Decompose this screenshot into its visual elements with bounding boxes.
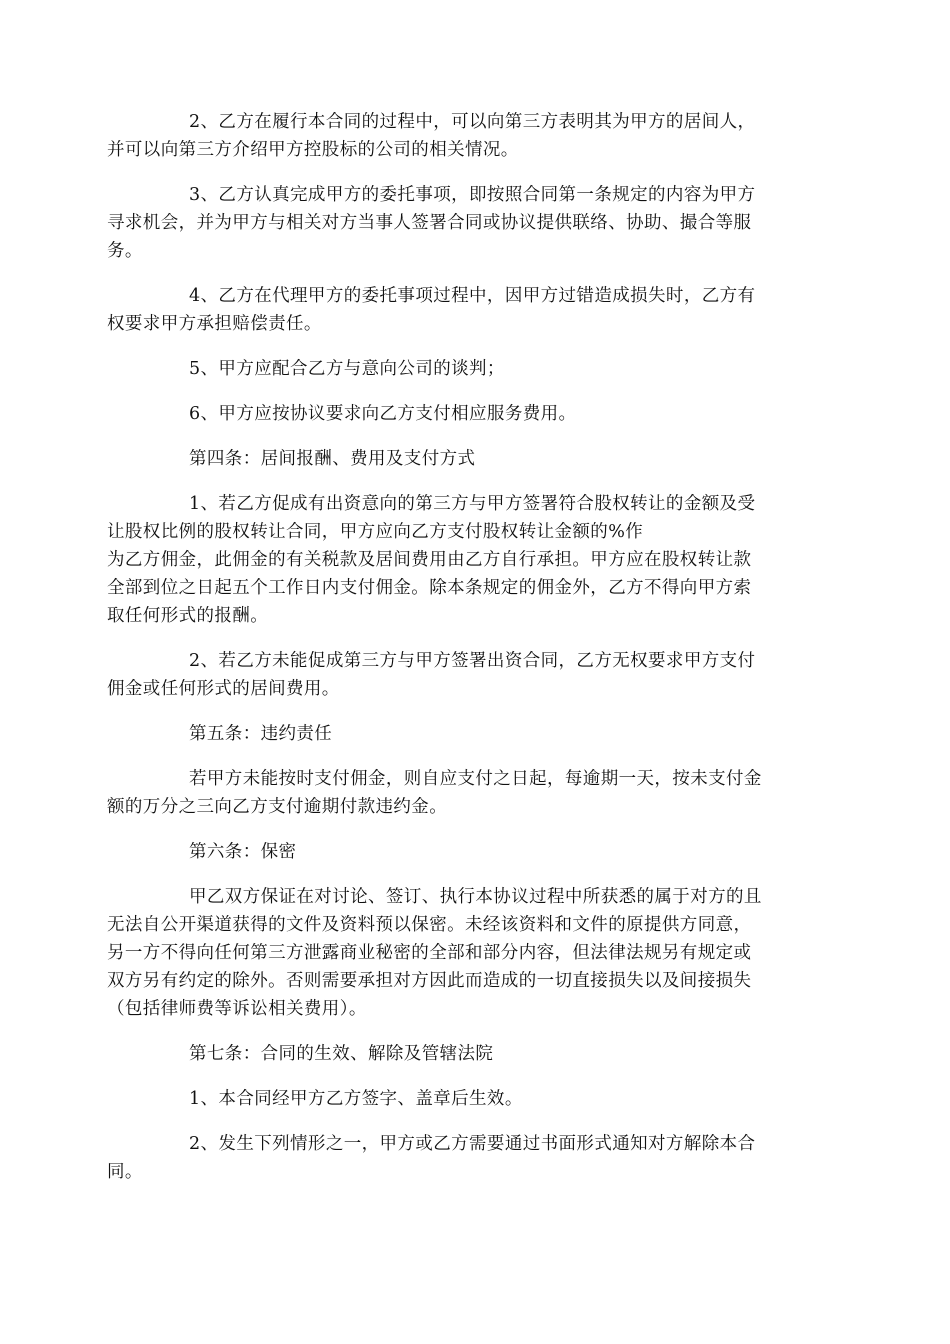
paragraph-line: 第四条：居间报酬、费用及支付方式 (189, 449, 476, 469)
paragraph (107, 181, 847, 265)
paragraph-line: 并可以向第三方介绍甲方控股标的公司的相关情况。 (107, 140, 519, 160)
paragraph-line: 同。 (107, 1162, 143, 1182)
paragraph-line: 1、本合同经甲方乙方签字、盖章后生效。 (189, 1089, 523, 1109)
paragraph-line: （包括律师费等诉讼相关费用）。 (107, 999, 367, 1019)
paragraph-line: 第七条：合同的生效、解除及管辖法院 (189, 1044, 494, 1064)
paragraph-line: 第五条：违约责任 (189, 724, 333, 744)
paragraph-line: 取任何形式的报酬。 (107, 606, 269, 626)
paragraph-line: 寻求机会，并为甲方与相关对方当事人签署合同或协议提供联络、协助、撮合等服 (107, 213, 752, 233)
paragraph (107, 108, 847, 164)
paragraph (107, 282, 847, 338)
paragraph (107, 838, 847, 866)
paragraph-line: 为乙方佣金，此佣金的有关税款及居间费用由乙方自行承担。甲方应在股权转让款 (107, 550, 752, 570)
document-body (107, 108, 847, 1203)
paragraph-line: 佣金或任何形式的居间费用。 (107, 679, 340, 699)
paragraph-line: 5、甲方应配合乙方与意向公司的谈判； (189, 359, 505, 379)
paragraph-line: 务。 (107, 241, 143, 261)
paragraph-line: 2、发生下列情形之一，甲方或乙方需要通过书面形式通知对方解除本合 (189, 1134, 756, 1154)
paragraph-line: 无法自公开渠道获得的文件及资料预以保密。未经该资料和文件的原提供方同意， (107, 915, 752, 935)
paragraph (107, 647, 847, 703)
paragraph-line: 第六条：保密 (189, 842, 297, 862)
paragraph (107, 720, 847, 748)
paragraph (107, 355, 847, 383)
paragraph-line: 1、若乙方促成有出资意向的第三方与甲方签署符合股权转让的金额及受 (189, 494, 756, 514)
paragraph-line: 6、甲方应按协议要求向乙方支付相应服务费用。 (189, 404, 577, 424)
paragraph-line: 2、若乙方未能促成第三方与甲方签署出资合同，乙方无权要求甲方支付 (189, 651, 756, 671)
paragraph-line: 2、乙方在履行本合同的过程中，可以向第三方表明其为甲方的居间人， (189, 112, 756, 132)
paragraph-line: 3、乙方认真完成甲方的委托事项，即按照合同第一条规定的内容为甲方 (189, 185, 756, 205)
paragraph-line: 甲乙双方保证在对讨论、签订、执行本协议过程中所获悉的属于对方的且 (189, 887, 762, 907)
paragraph-line: 权要求甲方承担赔偿责任。 (107, 314, 322, 334)
paragraph (107, 883, 847, 1023)
paragraph-line: 4、乙方在代理甲方的委托事项过程中，因甲方过错造成损失时，乙方有 (189, 286, 756, 306)
paragraph (107, 765, 847, 821)
paragraph-line: 若甲方未能按时支付佣金，则自应支付之日起，每逾期一天，按未支付金 (189, 769, 762, 789)
paragraph-line: 让股权比例的股权转让合同，甲方应向乙方支付股权转让金额的%作 (107, 522, 644, 542)
paragraph (107, 490, 847, 630)
paragraph-line: 全部到位之日起五个工作日内支付佣金。除本条规定的佣金外，乙方不得向甲方索 (107, 578, 752, 598)
paragraph-line: 另一方不得向任何第三方泄露商业秘密的全部和部分内容，但法律法规另有规定或 (107, 943, 752, 963)
paragraph-line: 额的万分之三向乙方支付逾期付款违约金。 (107, 797, 448, 817)
paragraph (107, 400, 847, 428)
paragraph (107, 1085, 847, 1113)
paragraph (107, 1130, 847, 1186)
paragraph-line: 双方另有约定的除外。否则需要承担对方因此而造成的一切直接损失以及间接损失 (107, 971, 752, 991)
paragraph (107, 445, 847, 473)
paragraph (107, 1040, 847, 1068)
